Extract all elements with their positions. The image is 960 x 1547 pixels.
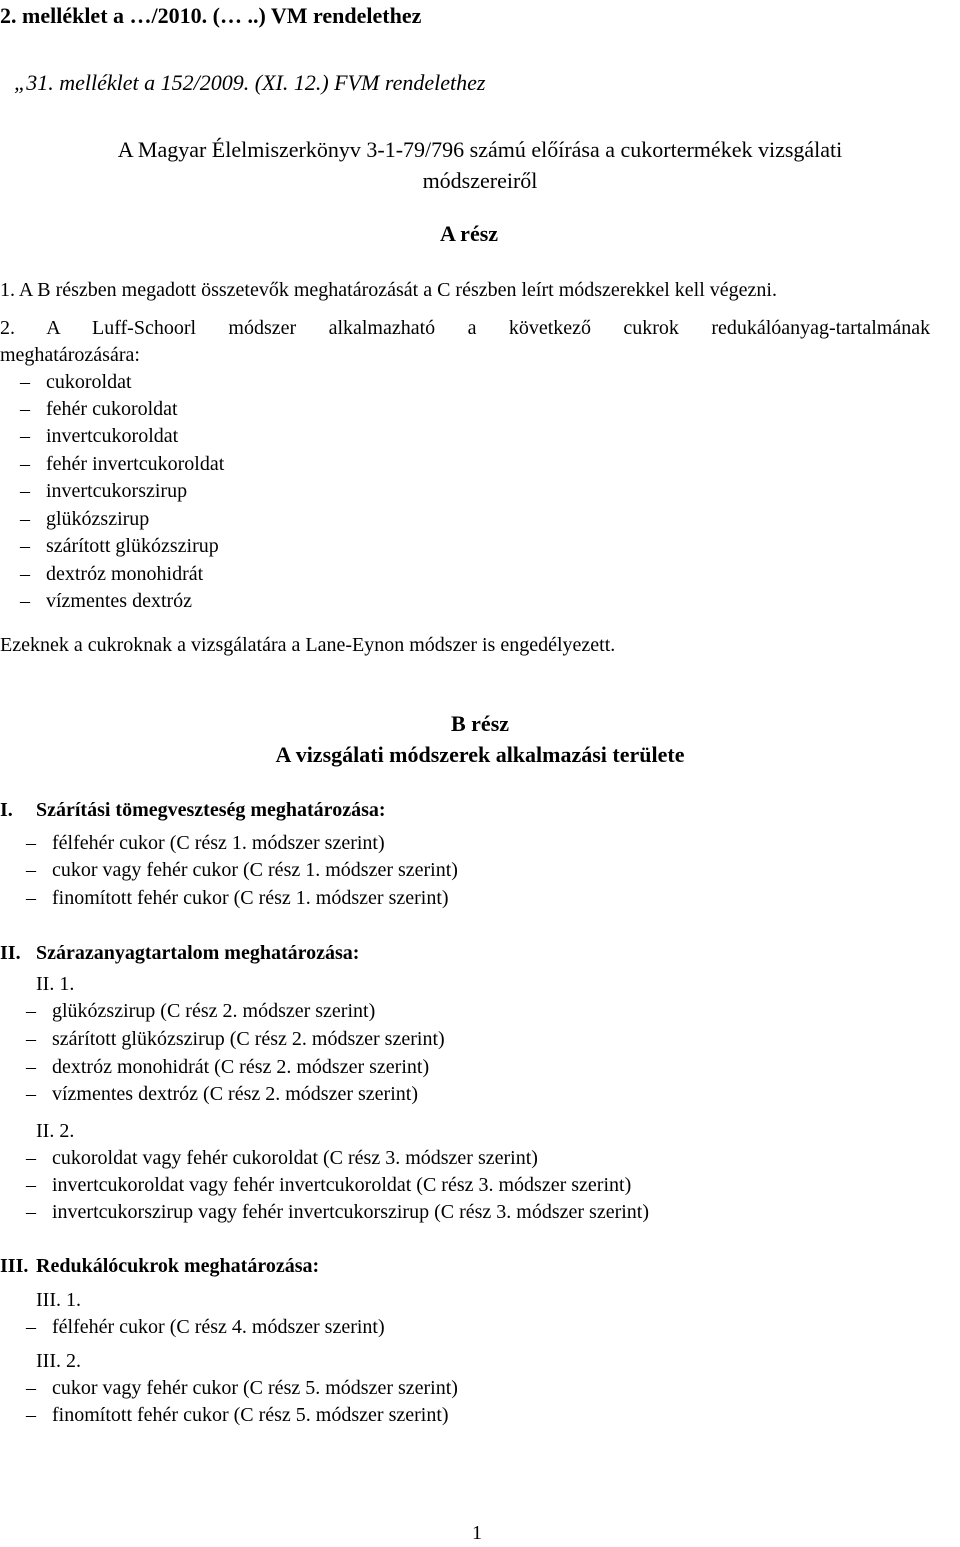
list-item: – cukor vagy fehér cukor (C rész 5. módszer szerint): [26, 1375, 458, 1402]
subsection-label: II. 2.: [36, 1120, 75, 1142]
dash: –: [26, 1083, 36, 1105]
part-a-heading: A rész: [440, 221, 499, 246]
list-item: – cukoroldat: [20, 369, 132, 396]
list-item: – dextróz monohidrát (C rész 2. módszer szerint): [26, 1054, 429, 1081]
item-2-word: a: [467, 317, 477, 339]
document-title-line1: A Magyar Élelmiszerkönyv 3-1-79/796 számú előírása a cukortermékek vizsgálati: [117, 137, 843, 162]
item-2-word: módszer: [228, 317, 297, 339]
dash: –: [20, 480, 30, 502]
section-title: Szárítási tömegveszteség meghatározása:: [36, 799, 386, 821]
list-item: – glükózszirup (C rész 2. módszer szerint): [26, 998, 375, 1025]
list-item: – invertcukorszirup: [20, 478, 187, 505]
dash: –: [20, 563, 30, 585]
dash: –: [26, 1147, 36, 1169]
list-item: – félfehér cukor (C rész 4. módszer szerint): [26, 1314, 385, 1341]
dash: –: [20, 590, 30, 612]
list-item: – cukor vagy fehér cukor (C rész 1. módszer szerint): [26, 857, 458, 884]
dash: –: [26, 1000, 36, 1022]
section-number: II.: [0, 942, 21, 964]
dash: –: [26, 1404, 36, 1426]
item-2-word: cukrok: [623, 317, 679, 339]
list-item: – finomított fehér cukor (C rész 5. módszer szerint): [26, 1402, 449, 1429]
dash: –: [26, 1174, 36, 1196]
item-2-word: alkalmazható: [328, 317, 436, 339]
list-item: – invertcukoroldat: [20, 423, 178, 450]
dash: –: [26, 1028, 36, 1050]
subsection-label: III. 1.: [36, 1289, 81, 1311]
subsection-label: III. 2.: [36, 1350, 81, 1372]
dash: –: [26, 1056, 36, 1078]
dash: –: [26, 1316, 36, 1338]
item-2-word: következő: [508, 317, 592, 339]
list-item: – fehér cukoroldat: [20, 396, 178, 423]
part-a-item-1: 1. A B részben megadott összetevők meghatározását a C részben leírt módszerekkel kell végezni.: [0, 279, 777, 301]
dash: –: [26, 859, 36, 881]
dash: –: [20, 508, 30, 530]
document-title-line2: módszereiről: [422, 168, 538, 193]
dash: –: [20, 453, 30, 475]
item-2-word: Luff-Schoorl: [91, 317, 197, 339]
list-item: – cukoroldat vagy fehér cukoroldat (C rész 3. módszer szerint): [26, 1145, 538, 1172]
list-item: – invertcukorszirup vagy fehér invertcukorszirup (C rész 3. módszer szerint): [26, 1199, 649, 1226]
list-item: – invertcukoroldat vagy fehér invertcukoroldat (C rész 3. módszer szerint): [26, 1172, 631, 1199]
list-item: – szárított glükózszirup: [20, 533, 219, 560]
dash: –: [20, 425, 30, 447]
section-number: III.: [0, 1255, 29, 1277]
dash: –: [20, 371, 30, 393]
list-item: – glükózszirup: [20, 506, 149, 533]
part-a-item-2-line2: meghatározására:: [0, 344, 140, 366]
annex-heading: 2. melléklet a …/2010. (… ..) VM rendelethez: [0, 3, 422, 28]
dash: –: [20, 398, 30, 420]
list-item: – vízmentes dextróz (C rész 2. módszer szerint): [26, 1081, 418, 1108]
part-a-item-2-line1: [0, 315, 930, 342]
item-2-word: 2.: [0, 317, 15, 339]
part-a-closing: Ezeknek a cukroknak a vizsgálatára a Lane-Eynon módszer is engedélyezett.: [0, 634, 616, 656]
dash: –: [26, 1377, 36, 1399]
list-item: – vízmentes dextróz: [20, 588, 192, 615]
item-2-word: A: [46, 317, 60, 339]
part-b-heading: B rész: [450, 711, 510, 736]
dash: –: [20, 535, 30, 557]
list-item: – fehér invertcukoroldat: [20, 451, 224, 478]
section-title: Redukálócukrok meghatározása:: [36, 1255, 320, 1277]
dash: –: [26, 887, 36, 909]
subsection-label: II. 1.: [36, 973, 75, 995]
dash: –: [26, 832, 36, 854]
page-number: 1: [472, 1522, 482, 1544]
list-item: – finomított fehér cukor (C rész 1. módszer szerint): [26, 885, 449, 912]
item-2-word: redukálóanyag-tartalmának: [711, 317, 931, 339]
annex-reference: „31. melléklet a 152/2009. (XI. 12.) FVM rendelethez: [14, 70, 486, 95]
list-item: – dextróz monohidrát: [20, 561, 203, 588]
dash: –: [26, 1201, 36, 1223]
list-item: – félfehér cukor (C rész 1. módszer szerint): [26, 830, 385, 857]
section-number: I.: [0, 799, 13, 821]
section-title: Szárazanyagtartalom meghatározása:: [36, 942, 360, 964]
list-item: – szárított glükózszirup (C rész 2. módszer szerint): [26, 1026, 445, 1053]
part-b-subheading: A vizsgálati módszerek alkalmazási területe: [275, 742, 685, 767]
